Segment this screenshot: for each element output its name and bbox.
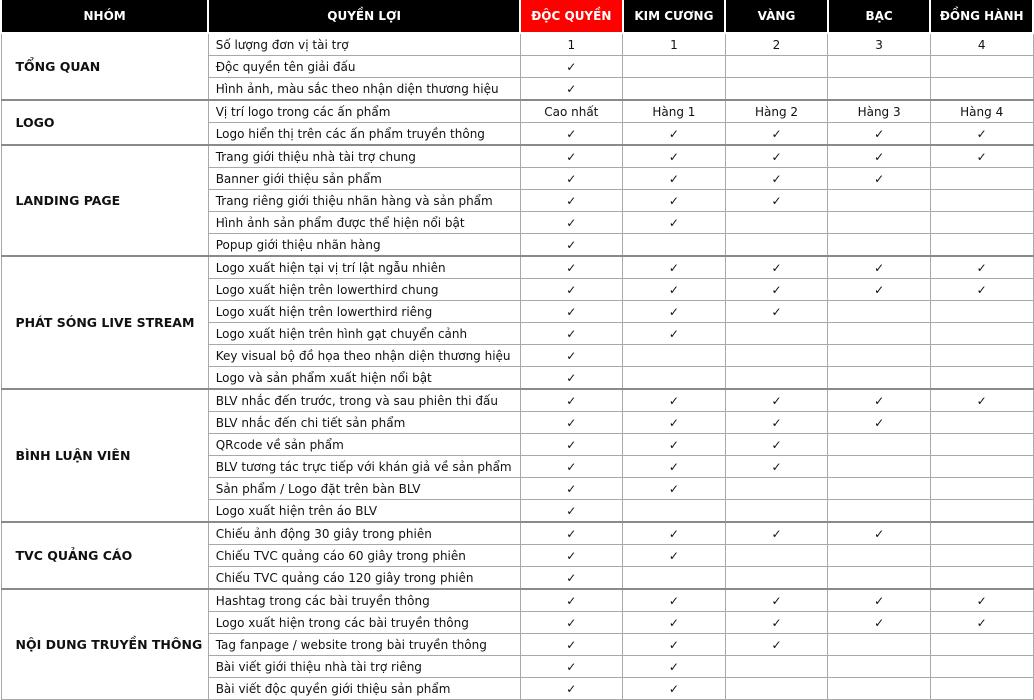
check-icon-cell: ✓ xyxy=(623,434,726,456)
check-icon-cell: ✓ xyxy=(725,145,828,168)
tier-value-cell xyxy=(930,567,1033,590)
check-icon-cell: ✓ xyxy=(725,434,828,456)
check-icon-cell: ✓ xyxy=(623,279,726,301)
tier-value-cell xyxy=(930,301,1033,323)
check-icon-cell: ✓ xyxy=(828,168,931,190)
check-icon-cell: ✓ xyxy=(725,190,828,212)
check-icon-cell: ✓ xyxy=(828,412,931,434)
tier-value-cell xyxy=(725,367,828,390)
tier-value-cell xyxy=(725,212,828,234)
check-icon-cell: ✓ xyxy=(623,678,726,700)
tier-value-cell xyxy=(725,478,828,500)
check-icon-cell: ✓ xyxy=(828,256,931,279)
tier-value-cell xyxy=(828,545,931,567)
check-icon-cell: ✓ xyxy=(930,612,1033,634)
check-icon-cell: ✓ xyxy=(725,634,828,656)
tier-value-cell xyxy=(930,656,1033,678)
tier-value-cell xyxy=(828,301,931,323)
check-icon-cell: ✓ xyxy=(623,323,726,345)
benefit-label: Hình ảnh sản phẩm được thể hiện nổi bật xyxy=(208,212,520,234)
check-icon-cell: ✓ xyxy=(725,612,828,634)
check-icon-cell: ✓ xyxy=(930,589,1033,612)
check-icon-cell: ✓ xyxy=(725,522,828,545)
check-icon-cell: ✓ xyxy=(725,123,828,146)
check-icon-cell: ✓ xyxy=(520,434,623,456)
tier-value-cell xyxy=(930,678,1033,700)
tier-value-cell xyxy=(828,190,931,212)
tier-value-cell xyxy=(828,678,931,700)
check-icon-cell: ✓ xyxy=(520,545,623,567)
tier-value-cell xyxy=(623,234,726,257)
check-icon-cell: ✓ xyxy=(520,345,623,367)
check-icon-cell: ✓ xyxy=(623,123,726,146)
benefit-label: Trang riêng giới thiệu nhãn hàng và sản phẩm xyxy=(208,190,520,212)
tier-value-cell xyxy=(828,434,931,456)
check-icon-cell: ✓ xyxy=(520,589,623,612)
tier-value-cell xyxy=(725,567,828,590)
tier-value-cell xyxy=(623,367,726,390)
table-row xyxy=(1,589,1033,612)
tier-value-cell xyxy=(930,345,1033,367)
tier-value-cell xyxy=(725,345,828,367)
tier-value-cell: Hàng 3 xyxy=(828,100,931,123)
check-icon-cell: ✓ xyxy=(520,634,623,656)
check-icon-cell: ✓ xyxy=(520,656,623,678)
tier-value-cell xyxy=(623,78,726,101)
check-icon-cell: ✓ xyxy=(520,234,623,257)
benefit-label: Trang giới thiệu nhà tài trợ chung xyxy=(208,145,520,168)
check-icon-cell: ✓ xyxy=(828,389,931,412)
table-row xyxy=(1,145,1033,168)
tier-value-cell xyxy=(930,478,1033,500)
table-row xyxy=(1,522,1033,545)
check-icon-cell: ✓ xyxy=(520,612,623,634)
tier-value-cell xyxy=(930,500,1033,523)
header-tier-companion: ĐỒNG HÀNH xyxy=(930,0,1033,33)
check-icon-cell: ✓ xyxy=(725,412,828,434)
check-icon-cell: ✓ xyxy=(623,634,726,656)
tier-value-cell: 4 xyxy=(930,33,1033,56)
check-icon-cell: ✓ xyxy=(828,145,931,168)
benefit-label: Logo và sản phẩm xuất hiện nổi bật xyxy=(208,367,520,390)
tier-value-cell xyxy=(623,567,726,590)
tier-value-cell xyxy=(623,56,726,78)
tier-value-cell xyxy=(930,412,1033,434)
table-row xyxy=(1,256,1033,279)
check-icon-cell: ✓ xyxy=(623,389,726,412)
check-icon-cell: ✓ xyxy=(520,212,623,234)
tier-value-cell xyxy=(930,456,1033,478)
check-icon-cell: ✓ xyxy=(623,589,726,612)
benefit-label: Số lượng đơn vị tài trợ xyxy=(208,33,520,56)
benefit-label: Hashtag trong các bài truyền thông xyxy=(208,589,520,612)
check-icon-cell: ✓ xyxy=(623,256,726,279)
check-icon-cell: ✓ xyxy=(520,567,623,590)
benefit-label: Logo xuất hiện trên hình gạt chuyển cảnh xyxy=(208,323,520,345)
check-icon-cell: ✓ xyxy=(828,522,931,545)
benefit-label: Bài viết độc quyền giới thiệu sản phẩm xyxy=(208,678,520,700)
tier-value-cell: 2 xyxy=(725,33,828,56)
check-icon-cell: ✓ xyxy=(930,279,1033,301)
check-icon-cell: ✓ xyxy=(520,412,623,434)
tier-value-cell xyxy=(828,78,931,101)
tier-value-cell xyxy=(930,78,1033,101)
tier-value-cell: Hàng 1 xyxy=(623,100,726,123)
tier-value-cell xyxy=(725,656,828,678)
tier-value-cell xyxy=(930,212,1033,234)
table-row xyxy=(1,389,1033,412)
check-icon-cell: ✓ xyxy=(520,190,623,212)
check-icon-cell: ✓ xyxy=(725,589,828,612)
group-label: TỔNG QUAN xyxy=(1,33,208,100)
tier-value-cell xyxy=(725,78,828,101)
check-icon-cell: ✓ xyxy=(520,123,623,146)
tier-value-cell xyxy=(930,56,1033,78)
check-icon-cell: ✓ xyxy=(520,168,623,190)
check-icon-cell: ✓ xyxy=(930,256,1033,279)
benefit-label: Chiếu TVC quảng cáo 120 giây trong phiên xyxy=(208,567,520,590)
tier-value-cell: 1 xyxy=(520,33,623,56)
check-icon-cell: ✓ xyxy=(520,279,623,301)
tier-value-cell xyxy=(623,500,726,523)
benefit-label: Banner giới thiệu sản phẩm xyxy=(208,168,520,190)
benefit-label: BLV tương tác trực tiếp với khán giả về sản phẩm xyxy=(208,456,520,478)
check-icon-cell: ✓ xyxy=(623,190,726,212)
check-icon-cell: ✓ xyxy=(520,522,623,545)
header-group: NHÓM xyxy=(1,0,208,33)
benefit-label: Logo hiển thị trên các ấn phẩm truyền thông xyxy=(208,123,520,146)
group-label: NỘI DUNG TRUYỀN THÔNG xyxy=(1,589,208,700)
benefit-label: Chiếu ảnh động 30 giây trong phiên xyxy=(208,522,520,545)
tier-value-cell xyxy=(930,545,1033,567)
check-icon-cell: ✓ xyxy=(623,412,726,434)
check-icon-cell: ✓ xyxy=(520,256,623,279)
benefit-label: Hình ảnh, màu sắc theo nhận diện thương hiệu xyxy=(208,78,520,101)
tier-value-cell xyxy=(725,323,828,345)
benefit-label: Độc quyền tên giải đấu xyxy=(208,56,520,78)
tier-value-cell xyxy=(828,212,931,234)
tier-value-cell xyxy=(930,190,1033,212)
check-icon-cell: ✓ xyxy=(520,301,623,323)
tier-value-cell xyxy=(828,56,931,78)
group-label: BÌNH LUẬN VIÊN xyxy=(1,389,208,522)
benefit-label: QRcode về sản phẩm xyxy=(208,434,520,456)
check-icon-cell: ✓ xyxy=(828,123,931,146)
benefit-label: Logo xuất hiện trên áo BLV xyxy=(208,500,520,523)
check-icon-cell: ✓ xyxy=(623,612,726,634)
check-icon-cell: ✓ xyxy=(725,301,828,323)
tier-value-cell xyxy=(930,168,1033,190)
tier-value-cell: Cao nhất xyxy=(520,100,623,123)
benefit-label: Vị trí logo trong các ấn phẩm xyxy=(208,100,520,123)
header-row xyxy=(1,0,1033,33)
check-icon-cell: ✓ xyxy=(930,145,1033,168)
check-icon-cell: ✓ xyxy=(623,168,726,190)
tier-value-cell xyxy=(930,522,1033,545)
tier-value-cell xyxy=(930,634,1033,656)
check-icon-cell: ✓ xyxy=(623,212,726,234)
benefit-label: Bài viết giới thiệu nhà tài trợ riêng xyxy=(208,656,520,678)
tier-value-cell xyxy=(828,500,931,523)
tier-value-cell xyxy=(725,56,828,78)
header-tier-exclusive: ĐỘC QUYỀN xyxy=(520,0,623,33)
check-icon-cell: ✓ xyxy=(623,522,726,545)
tier-value-cell xyxy=(930,234,1033,257)
check-icon-cell: ✓ xyxy=(725,256,828,279)
check-icon-cell: ✓ xyxy=(828,612,931,634)
table-row xyxy=(1,100,1033,123)
benefit-label: Sản phẩm / Logo đặt trên bàn BLV xyxy=(208,478,520,500)
header-tier-diamond: KIM CƯƠNG xyxy=(623,0,726,33)
tier-value-cell: Hàng 2 xyxy=(725,100,828,123)
benefit-label: Logo xuất hiện trên lowerthird riêng xyxy=(208,301,520,323)
check-icon-cell: ✓ xyxy=(623,656,726,678)
benefit-label: Chiếu TVC quảng cáo 60 giây trong phiên xyxy=(208,545,520,567)
benefit-label: Tag fanpage / website trong bài truyền thông xyxy=(208,634,520,656)
tier-value-cell: Hàng 4 xyxy=(930,100,1033,123)
check-icon-cell: ✓ xyxy=(930,123,1033,146)
header-tier-silver: BẠC xyxy=(828,0,931,33)
group-label: PHÁT SÓNG LIVE STREAM xyxy=(1,256,208,389)
check-icon-cell: ✓ xyxy=(623,456,726,478)
tier-value-cell xyxy=(725,500,828,523)
tier-value-cell xyxy=(623,345,726,367)
check-icon-cell: ✓ xyxy=(520,478,623,500)
benefit-label: Logo xuất hiện tại vị trí lật ngẫu nhiên xyxy=(208,256,520,279)
tier-value-cell xyxy=(930,434,1033,456)
check-icon-cell: ✓ xyxy=(623,301,726,323)
check-icon-cell: ✓ xyxy=(725,456,828,478)
check-icon-cell: ✓ xyxy=(623,545,726,567)
tier-value-cell xyxy=(725,234,828,257)
header-tier-gold: VÀNG xyxy=(725,0,828,33)
benefit-label: BLV nhắc đến chi tiết sản phẩm xyxy=(208,412,520,434)
tier-value-cell xyxy=(725,678,828,700)
check-icon-cell: ✓ xyxy=(623,145,726,168)
check-icon-cell: ✓ xyxy=(725,168,828,190)
check-icon-cell: ✓ xyxy=(520,367,623,390)
tier-value-cell xyxy=(828,567,931,590)
check-icon-cell: ✓ xyxy=(520,678,623,700)
table-row xyxy=(1,33,1033,56)
tier-value-cell: 1 xyxy=(623,33,726,56)
check-icon-cell: ✓ xyxy=(520,78,623,101)
tier-value-cell xyxy=(828,367,931,390)
tier-value-cell xyxy=(828,456,931,478)
check-icon-cell: ✓ xyxy=(828,279,931,301)
check-icon-cell: ✓ xyxy=(725,279,828,301)
tier-value-cell xyxy=(828,634,931,656)
check-icon-cell: ✓ xyxy=(828,589,931,612)
tier-value-cell xyxy=(828,478,931,500)
check-icon-cell: ✓ xyxy=(520,500,623,523)
benefit-label: BLV nhắc đến trước, trong và sau phiên thi đấu xyxy=(208,389,520,412)
tier-value-cell xyxy=(725,545,828,567)
benefit-label: Logo xuất hiện trên lowerthird chung xyxy=(208,279,520,301)
tier-value-cell xyxy=(828,656,931,678)
check-icon-cell: ✓ xyxy=(520,389,623,412)
check-icon-cell: ✓ xyxy=(623,478,726,500)
check-icon-cell: ✓ xyxy=(520,323,623,345)
check-icon-cell: ✓ xyxy=(725,389,828,412)
tier-value-cell xyxy=(930,323,1033,345)
check-icon-cell: ✓ xyxy=(520,56,623,78)
tier-value-cell xyxy=(828,345,931,367)
check-icon-cell: ✓ xyxy=(520,456,623,478)
table-body xyxy=(1,33,1033,700)
check-icon-cell: ✓ xyxy=(520,145,623,168)
benefit-label: Popup giới thiệu nhãn hàng xyxy=(208,234,520,257)
group-label: LOGO xyxy=(1,100,208,145)
tier-value-cell: 3 xyxy=(828,33,931,56)
group-label: TVC QUẢNG CÁO xyxy=(1,522,208,589)
tier-value-cell xyxy=(828,323,931,345)
benefit-label: Key visual bộ đồ họa theo nhận diện thương hiệu xyxy=(208,345,520,367)
check-icon-cell: ✓ xyxy=(930,389,1033,412)
group-label: LANDING PAGE xyxy=(1,145,208,256)
tier-value-cell xyxy=(828,234,931,257)
tier-value-cell xyxy=(930,367,1033,390)
header-benefit: QUYỀN LỢI xyxy=(208,0,520,33)
benefit-label: Logo xuất hiện trong các bài truyền thông xyxy=(208,612,520,634)
